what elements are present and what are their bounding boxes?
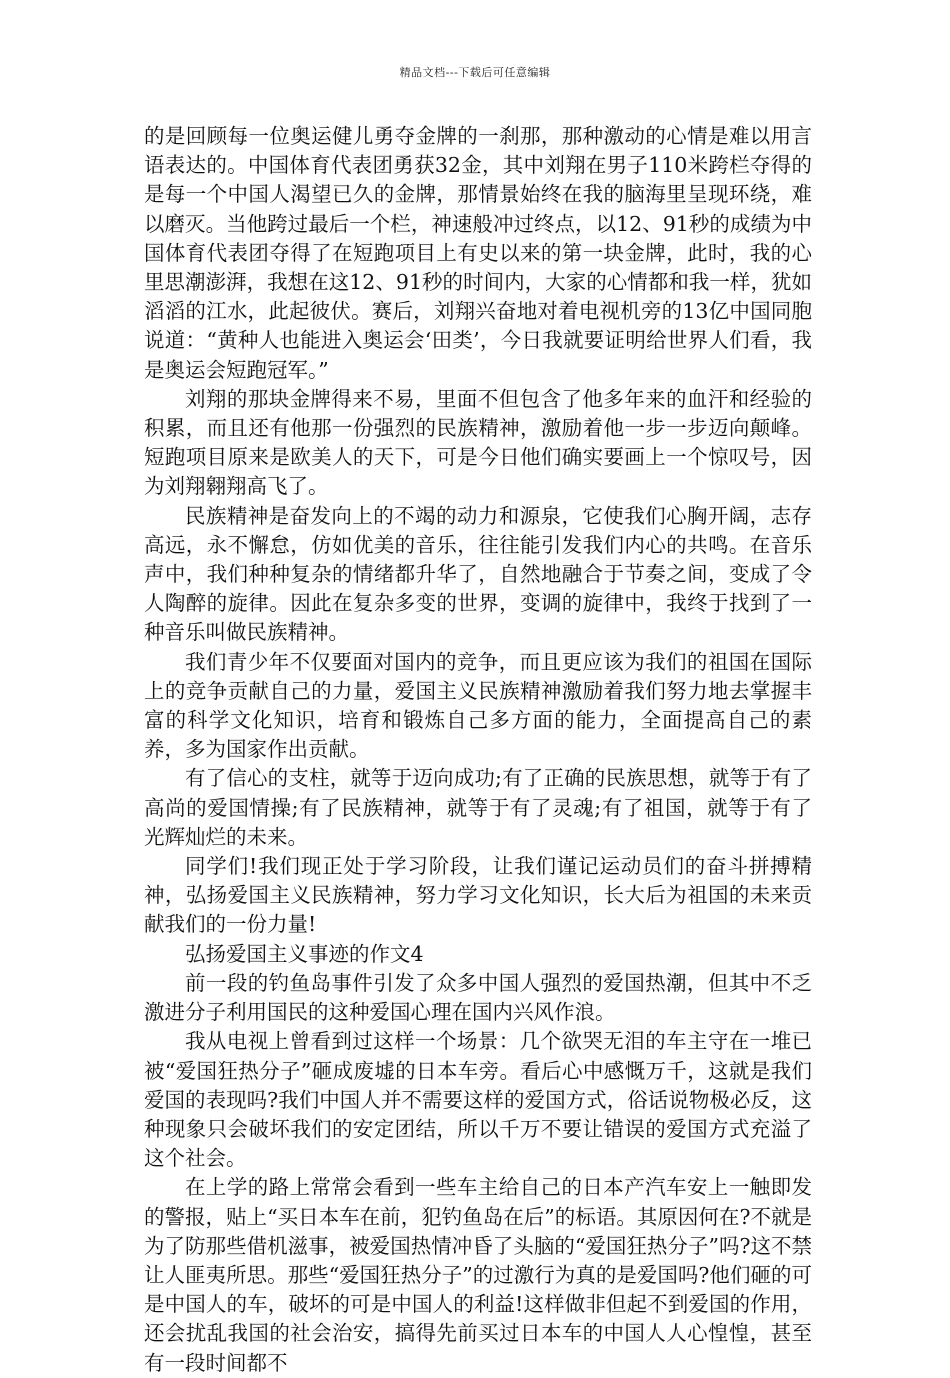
section-heading: 弘扬爱国主义事迹的作文4 — [185, 941, 424, 966]
paragraph: 同学们!我们现正处于学习阶段，让我们谨记运动员们的奋斗拼搏精神，弘扬爱国主义民族精神，努力学习文化知识，长大后为祖国的未来贡献我们的一份力量! — [144, 854, 812, 937]
paragraph: 我们青少年不仅要面对国内的竞争，而且更应该为我们的祖国在国际上的竞争贡献自己的力量，爱国主义民族精神激励着我们努力地去掌握丰富的科学文化知识，培育和锻炼自己多方面的能力，全面提高自己的素养，多为国家作出贡献。 — [144, 649, 812, 762]
paragraph: 我从电视上曾看到过这样一个场景：几个欲哭无泪的车主守在一堆已被“爱国狂热分子”砸成废墟的日本车旁。看后心中感慨万千，这就是我们爱国的表现吗?我们中国人并不需要这样的爱国方式，俗话说物极必反，这种现象只会破坏我们的安定团结，所以千万不要让错误的爱国方式充溢了这个社会。 — [144, 1029, 812, 1171]
paragraph: 有了信心的支柱，就等于迈向成功;有了正确的民族思想，就等于有了高尚的爱国情操;有了民族精神，就等于有了灵魂;有了祖国，就等于有了光辉灿烂的未来。 — [144, 766, 812, 849]
document-body — [144, 122, 812, 1378]
paragraph: 民族精神是奋发向上的不竭的动力和源泉，它使我们心胸开阔，志存高远，永不懈怠，仿如优美的音乐，往往能引发我们内心的共鸣。在音乐声中，我们种种复杂的情绪都升华了，自然地融合于节奏之间，变成了令人陶醉的旋律。因此在复杂多变的世界，变调的旋律中，我终于找到了一种音乐叫做民族精神。 — [144, 503, 812, 645]
paragraph: 刘翔的那块金牌得来不易，里面不但包含了他多年来的血汗和经验的积累，而且还有他那一份强烈的民族精神，激励着他一步一步迈向颠峰。短跑项目原来是欧美人的天下，可是今日他们确实要画上一个惊叹号，因为刘翔翱翔高飞了。 — [144, 386, 812, 499]
paragraph: 在上学的路上常常会看到一些车主给自己的日本产汽车安上一触即发的警报，贴上“买日本车在前，犯钓鱼岛在后”的标语。其原因何在?不就是为了防那些借机滋事，被爱国热情冲昏了头脑的“爱国狂热分子”吗?这不禁让人匪夷所思。那些“爱国狂热分子”的过激行为真的是爱国吗?他们砸的可是中国人的车，破坏的可是中国人的利益!这样做非但起不到爱国的作用，还会扰乱我国的社会治安，搞得先前买过日本车的中国人人心惶惶，甚至有一段时间都不 — [144, 1175, 812, 1375]
page-header: 精品文档---下载后可任意编辑 — [399, 66, 551, 79]
paragraph: 前一段的钓鱼岛事件引发了众多中国人强烈的爱国热潮，但其中不乏激进分子利用国民的这种爱国心理在国内兴风作浪。 — [144, 970, 812, 1025]
paragraph-continuation: 的是回顾每一位奥运健儿勇夺金牌的一刹那，那种激动的心情是难以用言语表达的。中国体育代表团勇获32金，其中刘翔在男子110米跨栏夺得的是每一个中国人渴望已久的金牌，那情景始终在我的脑海里呈现环绕，难以磨灭。当他跨过最后一个栏，神速般冲过终点，以12、91秒的成绩为中国体育代表团夺得了在短跑项目上有史以来的第一块金牌，此时，我的心里思潮澎湃，我想在这12、91秒的时间内，大家的心情都和我一样，犹如滔滔的江水，此起彼伏。赛后，刘翔兴奋地对着电视机旁的13亿中国同胞说道：“黄种人也能进入奥运会‘田类’，今日我就要证明给世界人们看，我是奥运会短跑冠军。” — [144, 124, 812, 382]
